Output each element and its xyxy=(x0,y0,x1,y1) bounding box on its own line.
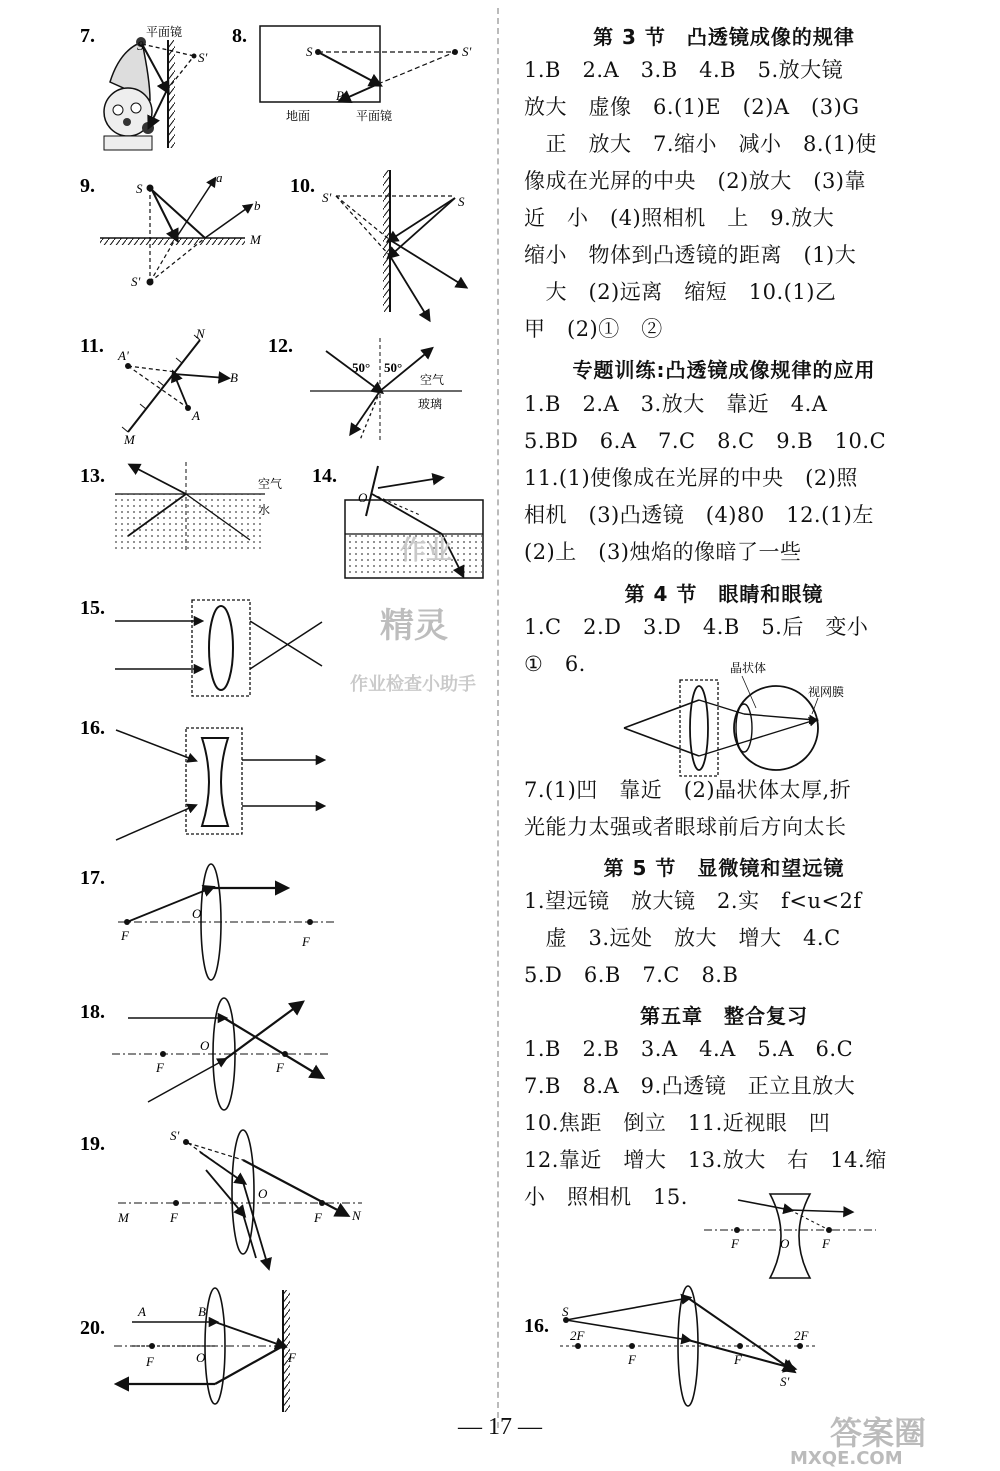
watermark-stamp-top: 作业 xyxy=(400,536,453,566)
answer-line: 缩小 物体到凸透镜的距离 (1)大 xyxy=(524,243,857,267)
section-5-answers xyxy=(524,883,939,994)
svg-text:11.: 11. xyxy=(80,335,104,357)
ch5-answers xyxy=(524,1031,939,1216)
svg-text:M: M xyxy=(124,432,135,447)
svg-text:玻璃: 玻璃 xyxy=(418,397,443,411)
answer-line: 小 照相机 15. xyxy=(524,1185,688,1209)
svg-text:S: S xyxy=(137,38,144,53)
svg-text:A': A' xyxy=(118,348,129,363)
svg-text:O: O xyxy=(258,1186,268,1201)
page-number-value: 17 xyxy=(488,1414,512,1440)
svg-text:F: F xyxy=(628,1352,636,1367)
section-4-answers-cont xyxy=(524,772,939,846)
svg-text:P: P xyxy=(336,88,344,103)
ch5-figure-16 xyxy=(524,1286,815,1406)
svg-text:O: O xyxy=(192,906,202,921)
answer-line: 1.B 2.A 3.B 4.B 5.放大镜 xyxy=(524,58,844,82)
svg-text:S': S' xyxy=(322,190,332,205)
svg-text:18.: 18. xyxy=(80,1001,105,1023)
svg-text:N: N xyxy=(196,326,205,341)
answer-line: 7.B 8.A 9.凸透镜 正立且放大 xyxy=(524,1074,856,1098)
svg-text:10.: 10. xyxy=(290,175,315,197)
svg-text:S: S xyxy=(306,44,313,59)
figure-20 xyxy=(80,1288,297,1412)
svg-text:S: S xyxy=(136,181,143,196)
svg-text:16.: 16. xyxy=(80,717,105,739)
svg-text:2F: 2F xyxy=(794,1328,809,1343)
answer-line: 虚 3.远处 放大 增大 4.C xyxy=(524,926,841,950)
watermark-stamp-bottom: 作业检查小助手 xyxy=(350,674,476,695)
svg-text:F: F xyxy=(276,1060,284,1075)
svg-text:空气: 空气 xyxy=(258,477,283,491)
svg-text:S': S' xyxy=(780,1374,790,1389)
answer-line: 像成在光屏的中央 (2)放大 (3)靠 xyxy=(524,169,866,193)
svg-text:A: A xyxy=(138,1304,146,1319)
figure-number: 7. xyxy=(80,25,95,47)
svg-text:F: F xyxy=(314,1210,322,1225)
svg-text:B: B xyxy=(230,370,238,385)
answer-line: 相机 (3)凸透镜 (4)80 12.(1)左 xyxy=(524,503,874,527)
svg-text:O: O xyxy=(200,1038,210,1053)
svg-text:S': S' xyxy=(170,1128,180,1143)
answer-line: 1.C 2.D 3.D 4.B 5.后 变小 xyxy=(524,615,869,639)
svg-text:O: O xyxy=(358,490,368,505)
svg-text:M: M xyxy=(118,1210,129,1225)
answer-line: ① 6. xyxy=(524,652,586,676)
svg-text:A: A xyxy=(192,408,200,423)
page-number: — 17 — xyxy=(458,1414,542,1440)
svg-text:8.: 8. xyxy=(232,25,247,47)
answer-line: 正 放大 7.缩小 减小 8.(1)使 xyxy=(524,132,877,156)
figure-14 xyxy=(312,465,483,578)
svg-text:B: B xyxy=(198,1304,206,1319)
svg-text:50°: 50° xyxy=(384,360,403,375)
svg-text:M: M xyxy=(250,232,261,247)
svg-text:S': S' xyxy=(462,44,472,59)
svg-text:N: N xyxy=(352,1208,361,1223)
svg-text:9.: 9. xyxy=(80,175,95,197)
svg-text:a: a xyxy=(216,170,223,185)
svg-text:15.: 15. xyxy=(80,597,105,619)
figure-7 xyxy=(80,24,208,150)
figure-10 xyxy=(290,170,465,318)
retina-label: 视网膜 xyxy=(808,685,845,699)
section-title-special: 专题训练:凸透镜成像规律的应用 xyxy=(572,358,876,382)
answer-line: 光能力太强或者眼球前后方向太长 xyxy=(524,815,847,839)
answer-line: 近 小 (4)照相机 上 9.放大 xyxy=(524,206,835,230)
svg-text:F: F xyxy=(146,1354,154,1369)
figure-17 xyxy=(80,864,335,980)
svg-text:O: O xyxy=(196,1350,206,1365)
figure-12 xyxy=(268,335,462,440)
svg-text:平面镜: 平面镜 xyxy=(356,109,393,123)
svg-text:14.: 14. xyxy=(312,465,337,487)
section-title-4: 第 4 节 眼睛和眼镜 xyxy=(624,582,824,606)
svg-text:F: F xyxy=(822,1236,830,1251)
svg-text:F: F xyxy=(734,1352,742,1367)
svg-text:F: F xyxy=(302,934,310,949)
watermark-stamp-mid: 精灵 xyxy=(380,606,448,646)
answer-line: 甲 (2)① ② xyxy=(524,317,663,341)
svg-text:16.: 16. xyxy=(524,1315,549,1337)
figure-19 xyxy=(80,1128,362,1266)
figure-8 xyxy=(232,25,472,123)
svg-text:F: F xyxy=(121,928,129,943)
figure-18 xyxy=(80,998,330,1110)
svg-text:空气: 空气 xyxy=(420,373,445,387)
svg-text:水: 水 xyxy=(258,503,271,517)
special-answers xyxy=(524,386,939,571)
answer-line: 7.(1)凹 靠近 (2)晶状体太厚,折 xyxy=(524,778,852,802)
section-title-5: 第 5 节 显微镜和望远镜 xyxy=(603,856,845,880)
answer-line: 1.B 2.B 3.A 4.A 5.A 6.C xyxy=(524,1037,854,1061)
answer-line: 11.(1)使像成在光屏的中央 (2)照 xyxy=(524,466,858,490)
figure-15 xyxy=(80,597,322,696)
section-title-3: 第 3 节 凸透镜成像的规律 xyxy=(593,25,855,49)
svg-text:12.: 12. xyxy=(268,335,293,357)
svg-text:19.: 19. xyxy=(80,1133,105,1155)
figure-11 xyxy=(80,326,238,447)
svg-text:F: F xyxy=(170,1210,178,1225)
answer-line: 5.D 6.B 7.C 8.B xyxy=(524,963,739,987)
svg-text:地面: 地面 xyxy=(286,109,311,123)
svg-text:20.: 20. xyxy=(80,1317,105,1339)
answer-line: 大 (2)远离 缩短 10.(1)乙 xyxy=(524,280,837,304)
svg-text:50°: 50° xyxy=(352,360,371,375)
section-title-ch5: 第五章 整合复习 xyxy=(640,1004,808,1028)
svg-text:S': S' xyxy=(131,274,141,289)
answer-line: 10.焦距 倒立 11.近视眼 凹 xyxy=(524,1111,831,1135)
figure-16 xyxy=(80,717,322,840)
answer-line: 5.BD 6.A 7.C 8.C 9.B 10.C xyxy=(524,429,887,453)
mirror-label: 平面镜 xyxy=(146,25,183,39)
answer-line: 放大 虚像 6.(1)E (2)A (3)G xyxy=(524,95,860,119)
svg-text:13.: 13. xyxy=(80,465,105,487)
answer-line: 1.望远镜 放大镜 2.实 f<u<2f xyxy=(524,889,862,913)
figure-13 xyxy=(80,462,282,550)
lens-label: 晶状体 xyxy=(730,661,767,675)
watermark-corner: 答案圈 xyxy=(830,1414,927,1452)
section-4-answers xyxy=(524,609,939,683)
svg-text:S: S xyxy=(562,1304,569,1319)
answer-line: (2)上 (3)烛焰的像暗了一些 xyxy=(524,540,802,564)
svg-text:2F: 2F xyxy=(570,1328,585,1343)
svg-text:S': S' xyxy=(198,50,208,65)
svg-text:b: b xyxy=(254,198,261,213)
svg-text:F: F xyxy=(288,1350,296,1365)
svg-text:F: F xyxy=(731,1236,739,1251)
answer-line: 1.B 2.A 3.放大 靠近 4.A xyxy=(524,392,828,416)
svg-text:O: O xyxy=(780,1236,790,1251)
figure-9 xyxy=(80,170,262,289)
answer-line: 12.靠近 增大 13.放大 右 14.缩 xyxy=(524,1148,887,1172)
svg-text:17.: 17. xyxy=(80,867,105,889)
watermark-corner-url: MXQE.COM xyxy=(790,1448,903,1469)
section-3-answers xyxy=(524,52,939,348)
svg-text:F: F xyxy=(156,1060,164,1075)
svg-text:S: S xyxy=(458,194,465,209)
